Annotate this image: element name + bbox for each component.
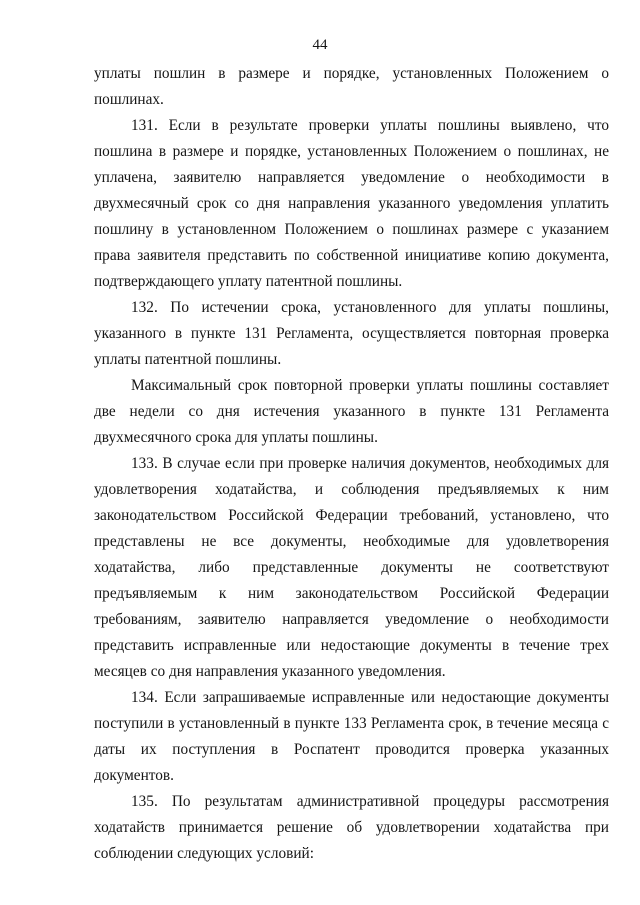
paragraph-132: 132. По истечении срока, установленного для уплаты пошлины, указанного в пункте 131 Регламента, осуществляется повторная проверка уплаты патентной пошлины. xyxy=(94,299,609,368)
document-body xyxy=(94,61,609,867)
paragraph-133: 133. В случае если при проверке наличия документов, необходимых для удовлетворения ходатайства, и соблюдения предъявляемых к ним законодательством Российской Федерации требований, установлено, что представлены не все документы, необходимые для удовлетворения ходатайства, либо представленные документы не соответствуют предъявляемым к ним законодательством Российской Федерации требованиям, заявителю направляется уведомление о необходимости представить исправленные или недостающие документы в течение трех месяцев со дня направления указанного уведомления. xyxy=(94,455,609,680)
paragraph-continuation: уплаты пошлин в размере и порядке, установленных Положением о пошлинах. xyxy=(94,65,609,108)
paragraph-134: 134. Если запрашиваемые исправленные или недостающие документы поступили в установленный в пункте 133 Регламента срок, в течение месяца с даты их поступления в Роспатент проводится проверка указанных документов. xyxy=(94,689,609,784)
paragraph-135: 135. По результатам административной процедуры рассмотрения ходатайств принимается решение об удовлетворении ходатайства при соблюдении следующих условий: xyxy=(94,793,609,862)
page-number: 44 xyxy=(312,37,328,53)
paragraph-131: 131. Если в результате проверки уплаты пошлины выявлено, что пошлина в размере и порядке, установленных Положением о пошлинах, не уплачена, заявителю направляется уведомление о необходимости в двухмесячный срок со дня направления указанного уведомления уплатить пошлину в установленном Положением о пошлинах размере с указанием права заявителя представить по собственной инициативе копию документа, подтверждающего уплату патентной пошлины. xyxy=(94,117,609,290)
paragraph-max-term: Максимальный срок повторной проверки уплаты пошлины составляет две недели со дня истечения указанного в пункте 131 Регламента двухмесячного срока для уплаты пошлины. xyxy=(94,377,609,446)
